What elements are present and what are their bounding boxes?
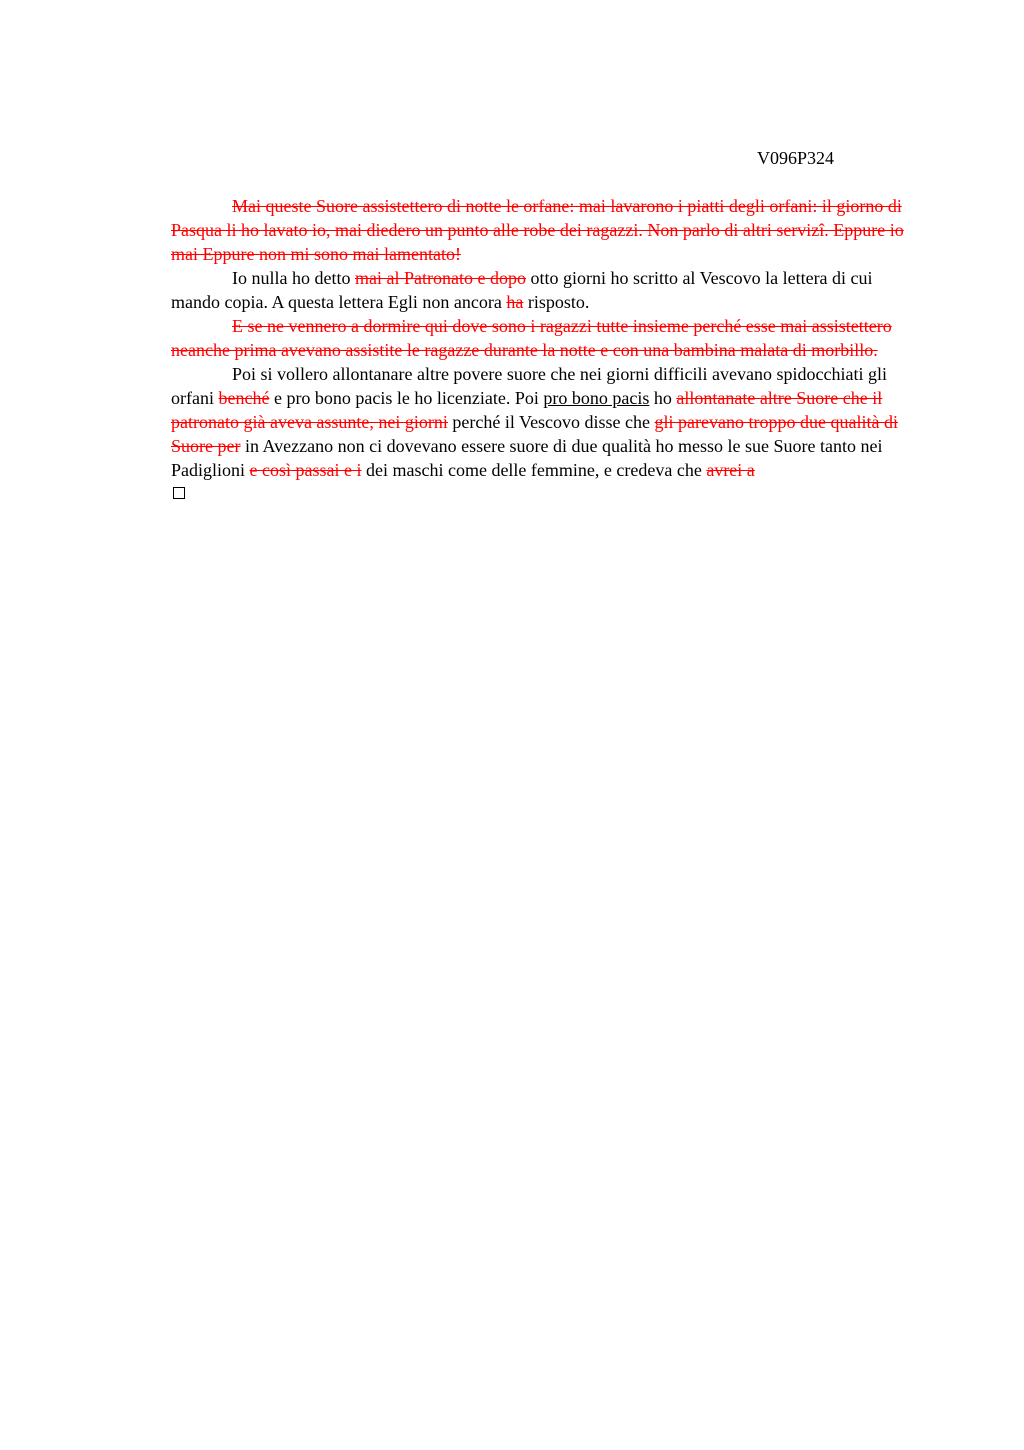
text-span: Poi si vollero allontanare altre povere suore che nei giorni difficili avevano spidocchiati gli orfani bbox=[171, 364, 887, 408]
text-span: otto giorni ho scritto al Vescovo la lettera di cui mando copia. A questa lettera Egli non ancora bbox=[171, 268, 873, 312]
text-span: perché il Vescovo disse che bbox=[447, 412, 655, 432]
text-span: risposto. bbox=[523, 292, 590, 312]
deleted-text: E se ne vennero a dormire qui dove sono i ragazzi tutte insieme perché esse mai assistettero neanche prima avevano assistite le ragazze durante la notte e con una bambina malata di morbillo. bbox=[171, 316, 892, 360]
page-identifier: V096P324 bbox=[757, 148, 835, 168]
text-span: ho bbox=[649, 388, 677, 408]
text-span: e pro bono pacis le ho licenziate. Poi bbox=[269, 388, 544, 408]
paragraph-1 bbox=[171, 194, 920, 266]
deleted-text: benché bbox=[218, 388, 270, 408]
deleted-text: Mai queste Suore assistettero di notte le orfane: mai lavarono i piatti degli orfani: il giorno di Pasqua li ho lavato io, mai diedero un punto alle robe dei ragazzi. Non parlo di altri servizî. Eppure io mai Eppure non mi sono mai lamentato! bbox=[171, 196, 904, 264]
text-span: dei maschi come delle femmine, e credeva che bbox=[361, 460, 707, 480]
deleted-text: allontanate altre Suore che il patronato già aveva assunte, nei giorni bbox=[171, 388, 883, 432]
text-span: in Avezzano non ci dovevano essere suore di due qualità ho messo le sue Suore tanto nei Padiglioni bbox=[171, 436, 883, 480]
deleted-text: gli parevano troppo due qualità di Suore per bbox=[171, 412, 898, 456]
paragraph-3 bbox=[171, 314, 920, 362]
document-body bbox=[171, 194, 920, 499]
empty-checkbox-marker bbox=[173, 487, 185, 499]
paragraph-2 bbox=[171, 266, 920, 314]
underlined-text: pro bono pacis bbox=[543, 388, 650, 408]
deleted-text: avrei a bbox=[706, 460, 755, 480]
deleted-text: e così passai e i bbox=[249, 460, 362, 480]
deleted-text: mai al Patronato e dopo bbox=[354, 268, 526, 288]
text-span: Io nulla ho detto bbox=[232, 268, 355, 288]
paragraph-4 bbox=[171, 362, 920, 482]
deleted-text: ha bbox=[506, 292, 524, 312]
